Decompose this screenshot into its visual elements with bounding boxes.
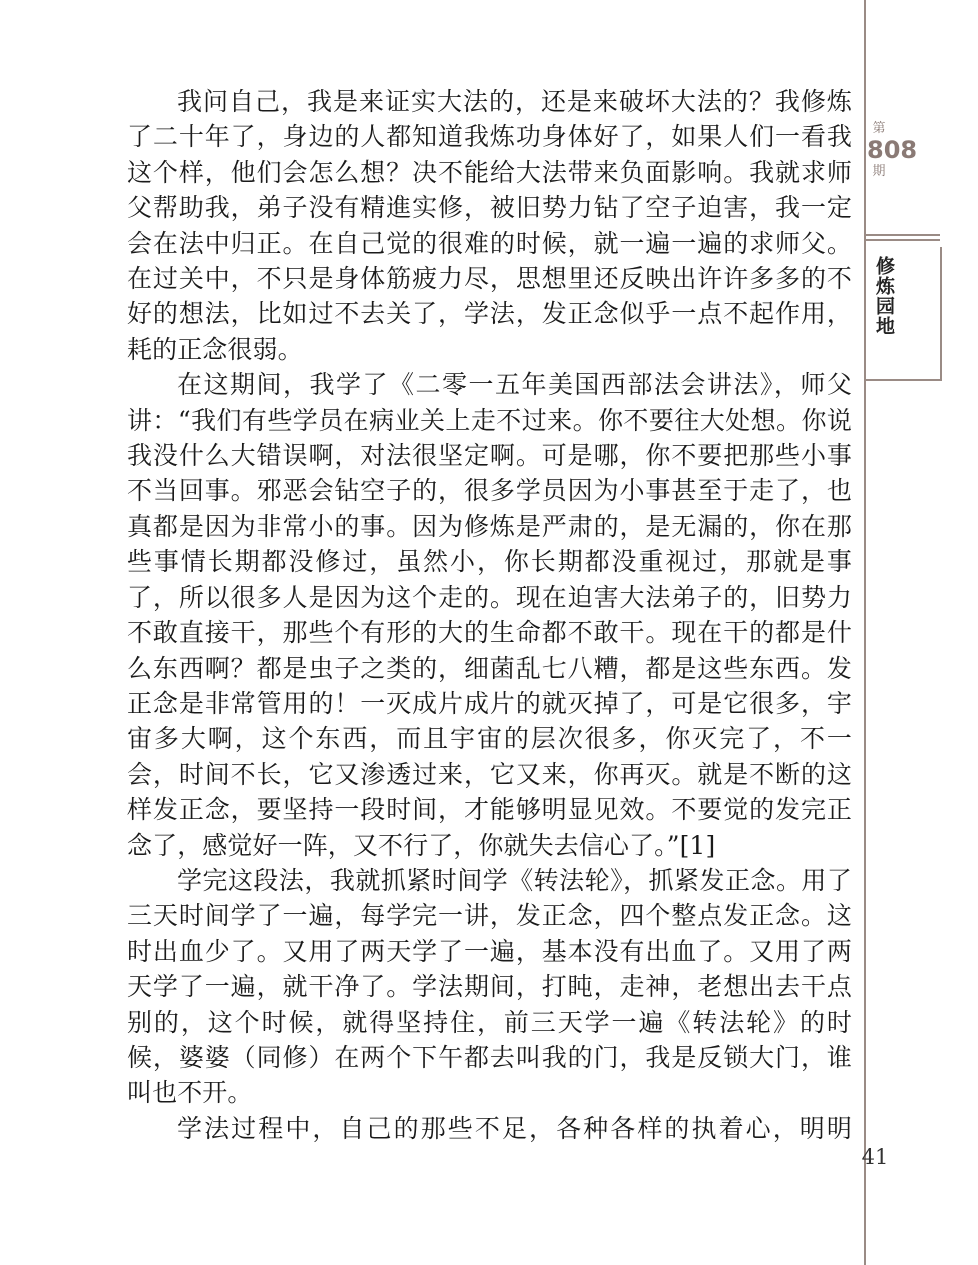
page-number: 41 (861, 1145, 889, 1169)
paragraph-2: 在这期间，我学了《二零一五年美国西部法会讲法》，师父讲：“我们有些学员在病业关上走不过来。你不要往大处想。你说我没什么大错误啊，对法很坚定啊。可是哪，你不要把那些小事不当回事。邪恶会钻空子的，很多学员因为小事甚至于走了，也真都是因为非常小的事。因为修炼是严肃的，是无漏的，你在那些事情长期都没修过，虽然小，你长期都没重视过，那就是事了，所以很多人是因为这个走的。现在迫害大法弟子的，旧势力不敢直接干，那些个有形的大的生命都不敢干。现在干的都是什么东西啊？都是虫子之类的，细菌乱七八糟，都是这些东西。发正念是非常管用的！一灭成片成片的就灭掉了，可是它很多，宇宙多大啊，这个东西，而且宇宙的层次很多，你灭完了，不一会，时间不长，它又渗透过来，它又来，你再灭。就是不断的这样发正念，要坚持一段时间，才能够明显见效。不要觉的发完正念了，感觉好一阵，又不行了，你就失去信心了。”[1] (127, 370, 852, 860)
margin-rule (864, 0, 866, 1265)
section-title: 修炼园地 (873, 256, 895, 336)
issue-number: 808 (867, 136, 918, 164)
article-body (127, 84, 852, 1146)
issue-prefix: 第 (872, 121, 886, 136)
issue-label (867, 120, 918, 181)
paragraph-1: 我问自己，我是来证实大法的，还是来破坏大法的？我修炼了二十年了，身边的人都知道我炼功身体好了，如果人们一看我这个样，他们会怎么想？决不能给大法带来负面影响。我就求师父帮助我，弟子没有精進实修，被旧势力钻了空子迫害，我一定会在法中归正。在自己觉的很难的时候，就一遍一遍的求师父。在过关中，不只是身体筋疲力尽，思想里还反映出许许多多的不好的想法，比如过不去关了，学法，发正念似乎一点不起作用，耗的正念很弱。 (127, 87, 852, 364)
paragraph-3: 学完这段法，我就抓紧时间学《转法轮》，抓紧发正念。用了三天时间学了一遍，每学完一讲，发正念，四个整点发正念。这时出血少了。又用了两天学了一遍，基本没有出血了。又用了两天学了一遍，就干净了。学法期间，打盹，走神，老想出去干点别的，这个时候，就得坚持住，前三天学一遍《转法轮》的时候，婆婆（同修）在两个下午都去叫我的门，我是反锁大门，谁叫也不开。 (127, 865, 852, 1108)
issue-suffix: 期 (872, 164, 886, 179)
sidebar-divider (866, 234, 940, 241)
paragraph-4: 学法过程中，自己的那些不足，各种各样的执着心，明明 (177, 1113, 852, 1143)
